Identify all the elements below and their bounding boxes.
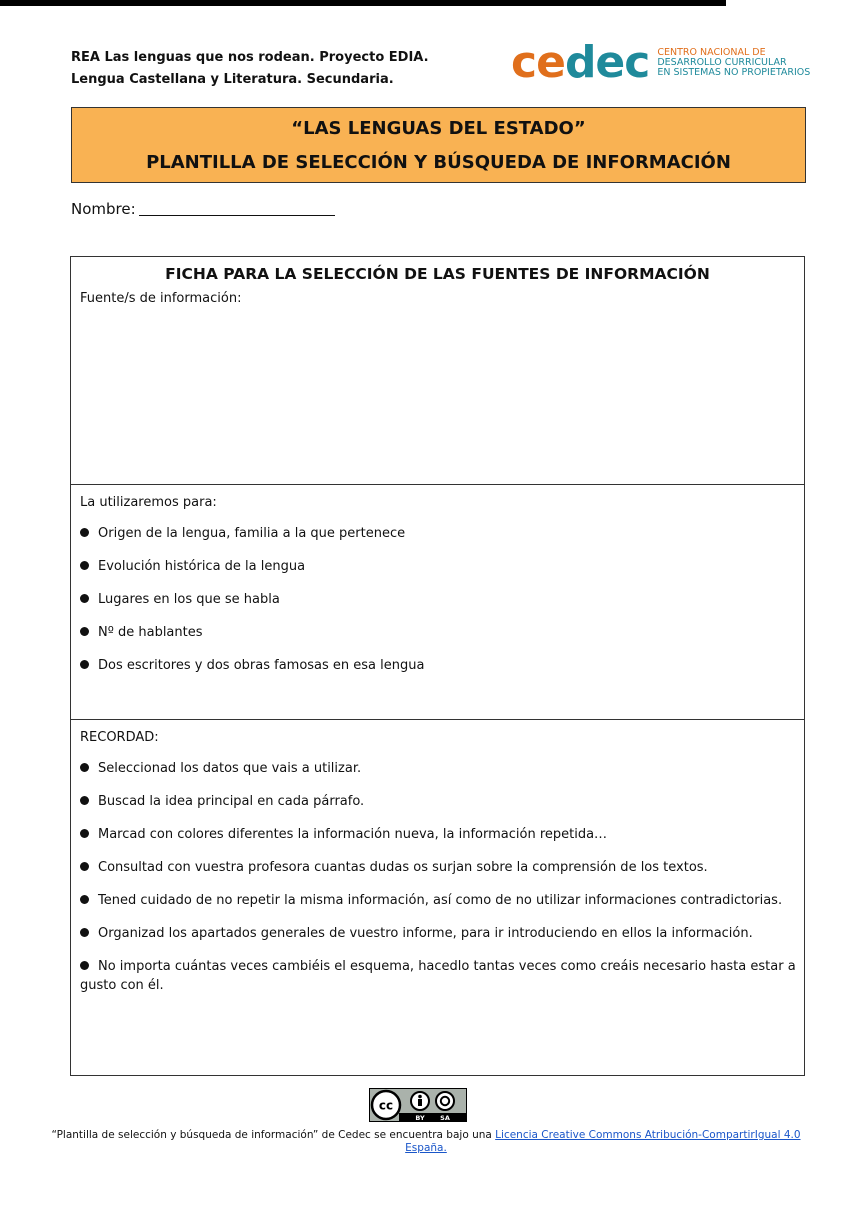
header-line-2: Lengua Castellana y Literatura. Secundaria. [71, 72, 394, 87]
list-item: No importa cuántas veces cambiéis el esquema, hacedlo tantas veces como creáis necesario hasta estar a gusto con él. [80, 959, 796, 993]
nombre-label: Nombre: [71, 200, 136, 218]
ficha-table [70, 256, 805, 1076]
logo-subtitle [657, 48, 810, 78]
list-item: Marcad con colores diferentes la información nueva, la información repetida… [80, 825, 804, 844]
bullet-icon [80, 895, 89, 904]
bullet-icon [80, 763, 89, 772]
list-item: Organizad los apartados generales de vuestro informe, para ir introduciendo en ellos la información. [80, 924, 804, 943]
document-header [71, 47, 429, 91]
list-item: Evolución histórica de la lengua [80, 557, 804, 576]
recordad-label: RECORDAD: [80, 730, 159, 745]
license-link[interactable]: Licencia Creative Commons Atribución-CompartirIgual 4.0 España. [405, 1129, 801, 1154]
header-line-1: REA Las lenguas que nos rodean. Proyecto EDIA. [71, 50, 429, 65]
bullet-icon [80, 561, 89, 570]
bullet-icon [80, 862, 89, 871]
list-item: Origen de la lengua, familia a la que pertenece [80, 524, 804, 543]
bullet-icon [80, 829, 89, 838]
bullet-icon [80, 928, 89, 937]
bullet-icon [80, 528, 89, 537]
bullet-icon [80, 961, 89, 970]
license-text: “Plantilla de selección y búsqueda de información” de Cedec se encuentra bajo una [51, 1129, 492, 1141]
list-item: Seleccionad los datos que vais a utilizar. [80, 759, 804, 778]
uso-cell [71, 485, 804, 720]
bullet-icon [80, 627, 89, 636]
svg-text:cc: cc [378, 1098, 394, 1113]
logo-sub-line-3: EN SISTEMAS NO PROPIETARIOS [657, 67, 811, 78]
license-footer [40, 1129, 812, 1155]
list-item: Lugares en los que se habla [80, 590, 804, 609]
title-banner [71, 107, 806, 183]
logo-sub-line-1: CENTRO NACIONAL DE [657, 47, 766, 58]
nombre-blank-line[interactable] [139, 200, 335, 216]
bullet-icon [80, 660, 89, 669]
cc-by-label: BY [415, 1114, 425, 1122]
list-item: Nº de hablantes [80, 623, 804, 642]
title-line-1: “LAS LENGUAS DEL ESTADO” [291, 118, 586, 139]
list-item: Buscad la idea principal en cada párrafo. [80, 792, 804, 811]
title-line-2: PLANTILLA DE SELECCIÓN Y BÚSQUEDA DE INFORMACIÓN [146, 152, 731, 173]
cc-sa-label: SA [440, 1114, 450, 1122]
ficha-title: FICHA PARA LA SELECCIÓN DE LAS FUENTES DE INFORMACIÓN [165, 265, 710, 283]
recordad-cell [71, 720, 804, 1075]
list-item: Dos escritores y dos obras famosas en esa lengua [80, 656, 804, 675]
top-rule [0, 0, 726, 6]
logo-wordmark: cedec [511, 37, 650, 88]
logo-sub-line-2: DESARROLLO CURRICULAR [657, 57, 787, 68]
fuente-label: Fuente/s de información: [80, 291, 242, 306]
cc-by-sa-icon[interactable] [369, 1088, 467, 1122]
cedec-logo [511, 37, 811, 88]
uso-label: La utilizaremos para: [80, 495, 217, 510]
fuentes-cell[interactable] [71, 257, 804, 485]
bullet-icon [80, 594, 89, 603]
uso-list [71, 524, 804, 675]
recordad-list [71, 759, 804, 995]
bullet-icon [80, 796, 89, 805]
list-item: Tened cuidado de no repetir la misma información, así como de no utilizar informaciones contradictorias. [80, 891, 804, 910]
list-item: Consultad con vuestra profesora cuantas dudas os surjan sobre la comprensión de los textos. [80, 858, 804, 877]
nombre-field[interactable] [71, 200, 335, 218]
